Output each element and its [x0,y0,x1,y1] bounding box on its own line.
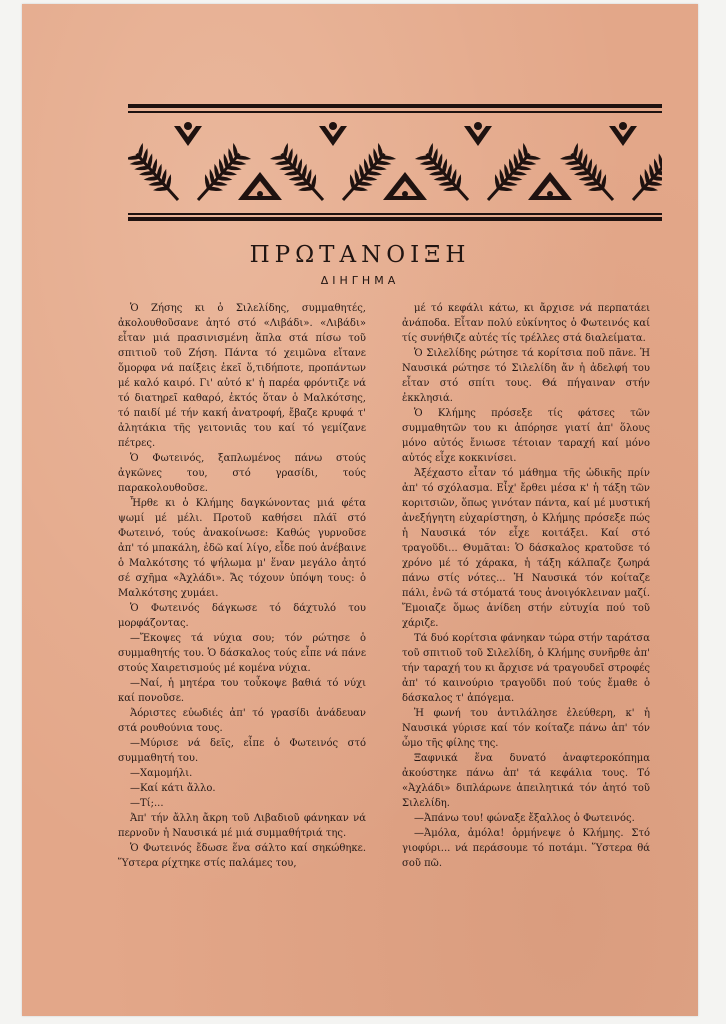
paragraph: —Ἀμόλα, ἀμόλα! ὁρμήνεψε ὁ Κλήμης. Στό γιοφύρι... νά περάσουμε τό ποτάμι. Ὕστερα θά σοῦ πῶ. [402,828,650,869]
text-column-left [118,301,366,871]
wheat-ear-icon [624,143,662,208]
wheat-ornament-band [128,104,662,222]
dot-ornament-icon [402,191,408,197]
dot-ornament-icon [329,122,337,130]
paragraph: —Ναί, ἡ μητέρα του τοὖκοψε βαθιά τό νύχι καί πονοῦσε. [118,678,366,704]
paragraph: Ὁ Φωτεινός δάγκωσε τό δάχτυλό του μορφάζοντας. [118,603,366,629]
paragraph: Ὁ Φωτεινός, ξαπλωμένος πάνω στούς ἀγκῶνες του, στό γρασίδι, τούς παρακολουθοῦσε. [118,453,366,494]
paragraph: —Μύρισε νά δεῖς, εἶπε ὁ Φωτεινός στό συμμαθητή του. [118,738,366,764]
paragraph: Ὁ Ζήσης κι ὁ Σιλελίδης, συμμαθητές, ἀκολουθοῦσανε ἀητό στό «Λιβάδι». «Λιβάδι» εἶταν μιά πρασινισμένη ἅπλα στά πίσω τοῦ σπιτιοῦ τοῦ Ζήση. Πάντα τό χειμῶνα εἴτανε ὅμορφα νά παίξεις ἐκεῖ ὅ,τιδήποτε, προπάντων μέ καλό καιρό. Γι' αὐτό κ' ἡ παρέα φρόντιζε νά τό διατηρεῖ καθαρό, ἐκτός ὅταν ὁ Μαλκότσης, τό παιδί μέ τήν κακή ἀνατροφή, ἔβαζε κρυφά τ' ἀλητάκια τῆς γειτονιᾶς του καί τό γεμίζανε πέτρες. [118,303,366,449]
paragraph: Ἀπ' τήν ἄλλη ἄκρη τοῦ Λιβαδιοῦ φάνηκαν νά περνοῦν ἡ Ναυσικά μέ μιά συμμαθήτριά της. [118,813,366,839]
dot-ornament-icon [547,191,553,197]
dot-ornament-icon [619,122,627,130]
paper-page [22,4,698,1016]
paragraph: Ξαφνικά ἕνα δυνατό ἀναφτεροκόπημα ἀκούστηκε πάνω ἀπ' τά κεφάλια τους. Τό «Ἀχλάδι» διπλάρωνε ἀπειλητικά τόν ἀητό τοῦ Σιλελίδη. [402,753,650,809]
dot-ornament-icon [474,122,482,130]
dot-ornament-icon [184,122,192,130]
paragraph: —Ἀπάνω του! φώναξε ἔξαλλος ὁ Φωτεινός. [414,813,635,824]
paragraph: Ὁ Φωτεινός ἔδωσε ἕνα σάλτο καί σηκώθηκε. Ὕστερα ρίχτηκε στίς παλάμες του, [118,843,366,869]
story-title: ΠΡΩΤΑΝΟΙΞΗ [249,242,471,268]
paragraph: —Χαμομήλι. [130,768,193,779]
paragraph: —Τί;... [130,798,164,809]
paragraph: Τά δυό κορίτσια φάνηκαν τώρα στήν ταράτσα τοῦ σπιτιοῦ τοῦ Σιλελίδη, ὁ Κλήμης συνῆρθε ἀπ' τήν ταραχή του κι ἄρχισε νά τραγουδεῖ στροφές ἀπ' τό καινούριο τραγοῦδι πού τούς ἔμαθε ὁ δάσκαλος τ' ἀπόγεμα. [402,633,650,704]
paragraph: Ἀξέχαστο εἶταν τό μάθημα τῆς ὠδικῆς πρίν ἀπ' τό σχόλασμα. Εἶχ' ἔρθει μέσα κ' ἡ τάξη τῶν κοριτσιῶν, ὅπως γινόταν πάντα, καί μέ μυστική ἀνεξήγητη εὐχαρίστηση, ὁ Κλήμης πρόσεξε πώς ἡ Ναυσικά τόν εἶχε κοιτάξει. Καί στό τραγοῦδι... Θυμᾶται: Ὁ δάσκαλος κρατοῦσε τό χρόνο μέ τό χάρακα, ἡ τάξη κάλπαζε ζωηρά πάνω στίς νότες... Ἡ Ναυσικά τόν κοίταζε πάλι, ἐνῶ τά στόματά τους ἀνοιγόκλειναν μαζί. Ἔμοιαζε ὅμως ἀνίδεη στήν εὐτυχία πού τοῦ χάριζε. [402,468,650,629]
paragraph: Ἀόριστες εὐωδιές ἀπ' τό γρασίδι ἀνάδευαν στά ρουθούνια τους. [118,708,366,734]
dot-ornament-icon [257,191,263,197]
paragraph: Ἡ φωνή του ἀντιλάλησε ἐλεύθερη, κ' ἡ Ναυσικά γύρισε καί τόν κοίταζε πάνω ἀπ' τόν ὦμο τῆς φίλης της. [402,708,650,749]
paragraph: μέ τό κεφάλι κάτω, κι ἄρχισε νά περπατάει ἀνάποδα. Εἶταν πολύ εὐκίνητος ὁ Φωτεινός καί τίς συνήθιζε αὐτές τίς τρέλλες στά διαλείματα. [402,303,650,344]
text-column-right [402,301,650,871]
paragraph: —Ἔκοψες τά νύχια σου; τόν ρώτησε ὁ συμμαθητής του. Ὁ δάσκαλος τούς εἶπε νά πάνε στούς Χαιρετισμούς μέ κομένα νύχια. [118,633,366,674]
paragraph: Ἦρθε κι ὁ Κλήμης δαγκώνοντας μιά φέτα ψωμί μέ μέλι. Προτοῦ καθήσει πλάϊ στό Φωτεινό, τούς ἀνακοίνωσε: Καθώς γυρνοῦσε ἀπ' τό μπακάλη, ἐδῶ καί λίγο, εἶδε πού ἀνέβαινε ὁ Μαλκότσης τό ψήλωμα μ' ἕναν μεγάλο ἀητό σέ σχῆμα «Ἀχλάδι». Ἄς τόχουν ὑπόψη τους: ὁ Μαλκότσης χυμάει. [118,498,366,599]
paragraph: —Καί κάτι ἄλλο. [130,783,216,794]
wheat-ear-icon [128,143,187,208]
story-genre-subtitle: ΔΙΗΓΗΜΑ [320,274,400,287]
paragraph: Ὁ Σιλελίδης ρώτησε τά κορίτσια ποῦ πᾶνε. Ἡ Ναυσικά ρώτησε τό Σιλελίδη ἄν ἡ ἀδελφή του εἶταν στό σπίτι τους. Θά πήγαιναν στήν ἐκκλησιά. [402,348,650,404]
paragraph: Ὁ Κλήμης πρόσεξε τίς φάτσες τῶν συμμαθητῶν του κι ἀπόρησε γιατί ἀπ' ὅλους μόνο αὐτός ἔνιωσε τέτοιαν ταραχή καί μόνο αὐτός εἶχε κοκκινίσει. [402,408,650,464]
